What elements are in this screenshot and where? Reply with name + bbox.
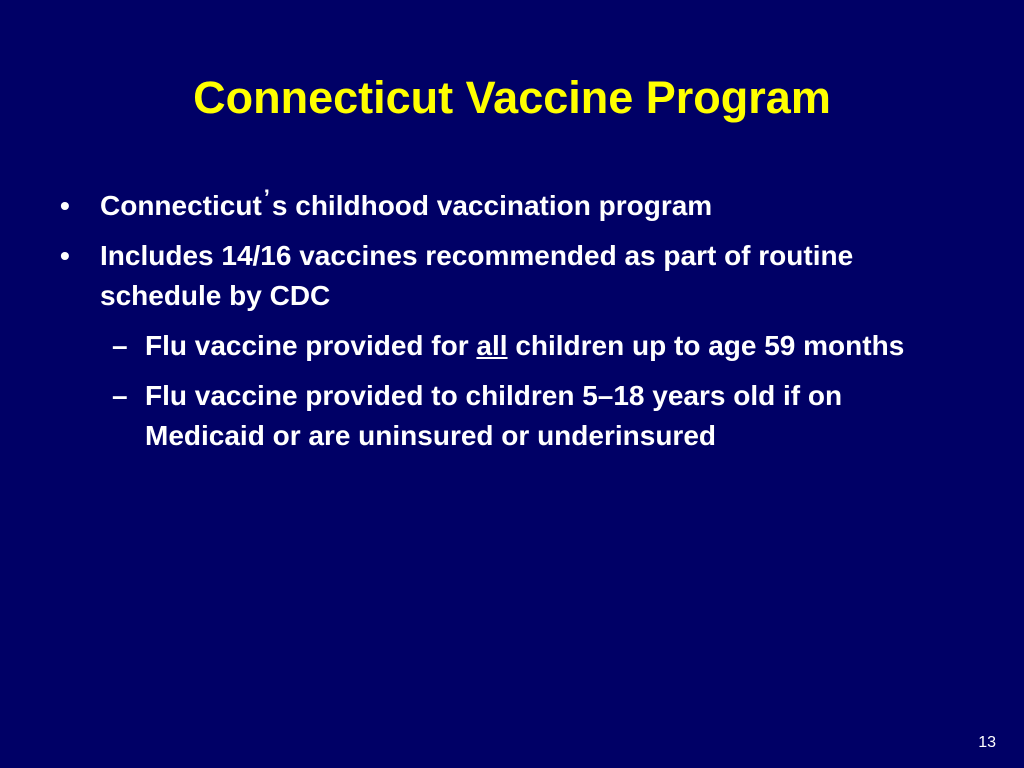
- sub-bullet-item-all-children: [100, 326, 960, 366]
- bullet-list: [60, 186, 960, 466]
- bullet-text-end: s childhood vaccination program: [271, 190, 713, 221]
- slide-title: Connecticut Vaccine Program: [193, 72, 831, 123]
- sub-bullet-item-medicaid: [100, 376, 960, 456]
- apostrophe-glyph: ’: [263, 185, 270, 210]
- page-number: 13: [978, 734, 996, 751]
- dash-marker: –: [112, 330, 128, 361]
- bullet-text-start: Connecticut: [100, 190, 262, 221]
- sub-bullet-list: [100, 326, 960, 456]
- bullet-text: Includes 14/16 vaccines recommended as part of routine schedule by CDC: [100, 240, 854, 311]
- bullet-item-vaccines-included: [60, 236, 960, 456]
- underlined-emphasis: all: [476, 330, 508, 361]
- bullet-marker: •: [60, 190, 70, 221]
- sub-bullet-text: Flu vaccine provided to children 5–18 years old if on Medicaid or are uninsured or underinsured: [145, 380, 843, 451]
- sub-bullet-text-start: Flu vaccine provided for: [145, 330, 477, 361]
- sub-bullet-text-end: children up to age 59 months: [507, 330, 905, 361]
- bullet-marker: •: [60, 240, 70, 271]
- dash-marker: –: [112, 380, 128, 411]
- bullet-item-childhood-program: [60, 186, 960, 228]
